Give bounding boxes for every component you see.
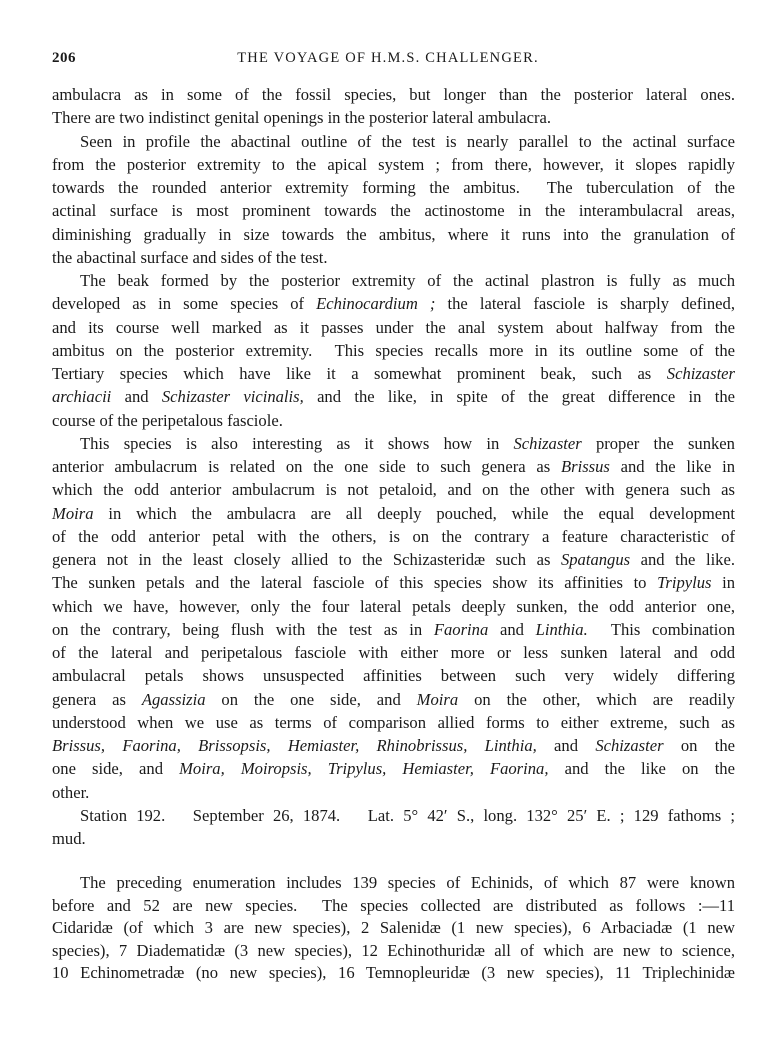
text-run: and the like, in spite of the great difference in the: [303, 387, 735, 407]
text-run: which we have, however, only the four lateral petals deeply sunken, the odd anterior one,: [52, 596, 735, 616]
text-line: [52, 961, 735, 984]
text-run: genera not in the least closely allied to the Schizasteridæ such as: [52, 550, 561, 569]
text-run: ambitus on the posterior extremity. This species recalls more in its outline some of the: [52, 340, 735, 360]
text-line: [52, 106, 735, 129]
text-line: [52, 595, 735, 618]
italic-taxon: Moira: [416, 689, 459, 709]
text-run: actinal surface is most prominent towards the actinostome in the interambulacral areas,: [52, 201, 735, 221]
italic-taxon: Schizaster: [513, 433, 582, 453]
text-line: [80, 269, 735, 292]
text-run: This species is also interesting as it shows how in: [80, 433, 514, 453]
text-line: [52, 455, 735, 478]
text-run: before and 52 are new species. The species collected are distributed as follows :—11: [52, 895, 735, 915]
text-run: The preceding enumeration includes 139 species of Echinids, of which 87 were known: [80, 873, 735, 892]
text-run: in: [711, 573, 735, 593]
italic-taxon: Schizaster vicinalis,: [161, 387, 304, 407]
text-run: ambulacral petals shows unsuspected affinities between such very widely differing: [52, 666, 735, 686]
text-line: [52, 916, 735, 939]
text-line: [52, 199, 735, 222]
text-run: This combination: [587, 619, 735, 639]
text-run: in which the ambulacra are all deeply pouched, while the equal development: [93, 503, 735, 523]
text-run: and its course well marked as it passes under the anal system about halfway from the: [52, 317, 735, 337]
text-run: course of the peripetalous fasciole.: [52, 410, 283, 430]
italic-taxon: archiacii: [52, 387, 112, 407]
text-run: and the like.: [630, 550, 735, 569]
text-line: [80, 871, 735, 894]
text-run: and: [488, 619, 536, 639]
text-line: [52, 153, 735, 176]
text-run: The sunken petals and the lateral fasciole of this species show its affinities to: [52, 573, 658, 593]
italic-taxon: Moira: [52, 503, 94, 523]
text-line: [52, 664, 735, 687]
text-run: anterior ambulacrum is related on the one side to such genera as: [52, 457, 561, 476]
text-line: [80, 804, 735, 827]
italic-taxon: Brissus, Faorina, Brissopsis, Hemiaster, Rhinobrissus, Linthia,: [52, 736, 537, 755]
text-run: on the other, which are readily: [458, 689, 735, 709]
italic-taxon: Spatangus: [560, 550, 631, 569]
italic-taxon: Schizaster: [666, 364, 735, 383]
text-line: [52, 246, 735, 269]
text-line: [52, 525, 735, 548]
text-run: proper the sunken: [581, 433, 735, 453]
text-run: mud.: [52, 829, 86, 848]
text-line: [52, 618, 735, 641]
text-run: one side, and: [52, 759, 180, 779]
text-line: [52, 711, 735, 734]
italic-taxon: Moira, Moiropsis, Tripylus, Hemiaster, Faorina,: [179, 759, 549, 779]
text-run: which the odd anterior ambulacrum is not petaloid, and on the other with genera such as: [52, 480, 735, 500]
text-run: species), 7 Diadematidæ (3 new species), 12 Echinothuridæ all of which are new to science,: [52, 940, 735, 960]
italic-taxon: Schizaster: [595, 736, 664, 755]
page-number: 206: [52, 50, 76, 66]
italic-taxon: Linthia.: [535, 619, 588, 639]
italic-taxon: Tripylus: [657, 573, 712, 593]
text-line: [52, 894, 735, 917]
text-run: 10 Echinometradæ (no new species), 16 Temnopleuridæ (3 new species), 11 Triplechinidæ: [52, 963, 735, 982]
text-run: and: [111, 387, 162, 407]
italic-taxon: Echinocardium ;: [316, 294, 436, 314]
text-run: on the one side, and: [205, 689, 417, 709]
text-run: ambulacra as in some of the fossil species, but longer than the posterior lateral ones.: [52, 85, 735, 104]
text-run: of the odd anterior petal with the others, is on the contrary a feature characteristic of: [52, 526, 735, 546]
text-line: [52, 176, 735, 199]
text-run: Cidaridæ (of which 3 are new species), 2 Salenidæ (1 new species), 6 Arbaciadæ (1 new: [52, 918, 735, 937]
text-run: Seen in profile the abactinal outline of the test is nearly parallel to the actinal surface: [80, 131, 735, 151]
text-line: [52, 478, 735, 501]
text-line: [52, 827, 735, 850]
text-line: [52, 385, 735, 408]
text-run: and the like in: [609, 457, 735, 476]
text-run: towards the rounded anterior extremity forming the ambitus. The tuberculation of the: [52, 178, 735, 197]
text-run: of the lateral and peripetalous fasciole with either more or less sunken lateral and odd: [52, 643, 735, 662]
text-line: [52, 83, 735, 106]
text-line: [80, 130, 735, 153]
text-run: the abactinal surface and sides of the test.: [52, 247, 328, 267]
text-line: [52, 939, 735, 962]
text-line: [52, 641, 735, 664]
running-title: THE VOYAGE OF H.M.S. CHALLENGER.: [237, 50, 539, 66]
text-run: on the contrary, being flush with the test as in: [52, 619, 434, 639]
text-run: from the posterior extremity to the apical system ; from there, however, it slopes rapidly: [52, 154, 735, 174]
italic-taxon: Agassizia: [141, 689, 206, 709]
italic-taxon: Faorina: [433, 619, 489, 639]
text-run: Tertiary species which have like it a somewhat prominent beak, such as: [52, 364, 667, 383]
text-line: [52, 292, 735, 315]
text-run: Station 192. September 26, 1874. Lat. 5° 42′ S., long. 132° 25′ E. ; 129 fathoms ;: [80, 805, 735, 825]
text-line: [52, 316, 735, 339]
text-run: and the like on the: [548, 759, 735, 779]
text-run: diminishing gradually in size towards the ambitus, where it runs into the granulation of: [52, 224, 735, 244]
italic-taxon: Brissus: [560, 457, 610, 476]
text-line: [52, 757, 735, 780]
text-run: on the: [663, 736, 735, 755]
text-run: understood when we use as terms of comparison allied forms to either extreme, such as: [52, 712, 735, 732]
text-line: [52, 781, 735, 804]
text-run: developed as in some species of: [52, 294, 317, 314]
text-run: The beak formed by the posterior extremity of the actinal plastron is fully as much: [80, 271, 735, 290]
text-run: genera as: [52, 689, 142, 709]
text-line: [52, 362, 735, 385]
text-line: [52, 734, 735, 757]
text-run: There are two indistinct genital openings in the posterior lateral ambulacra.: [52, 108, 552, 128]
text-line: [80, 432, 735, 455]
text-line: [52, 502, 735, 525]
text-run: and: [536, 736, 596, 755]
text-run: the lateral fasciole is sharply defined,: [435, 294, 735, 314]
text-line: [52, 409, 735, 432]
text-line: [52, 688, 735, 711]
text-run: other.: [52, 782, 90, 802]
text-line: [52, 571, 735, 594]
text-line: [52, 223, 735, 246]
text-line: [52, 339, 735, 362]
text-line: [52, 548, 735, 571]
